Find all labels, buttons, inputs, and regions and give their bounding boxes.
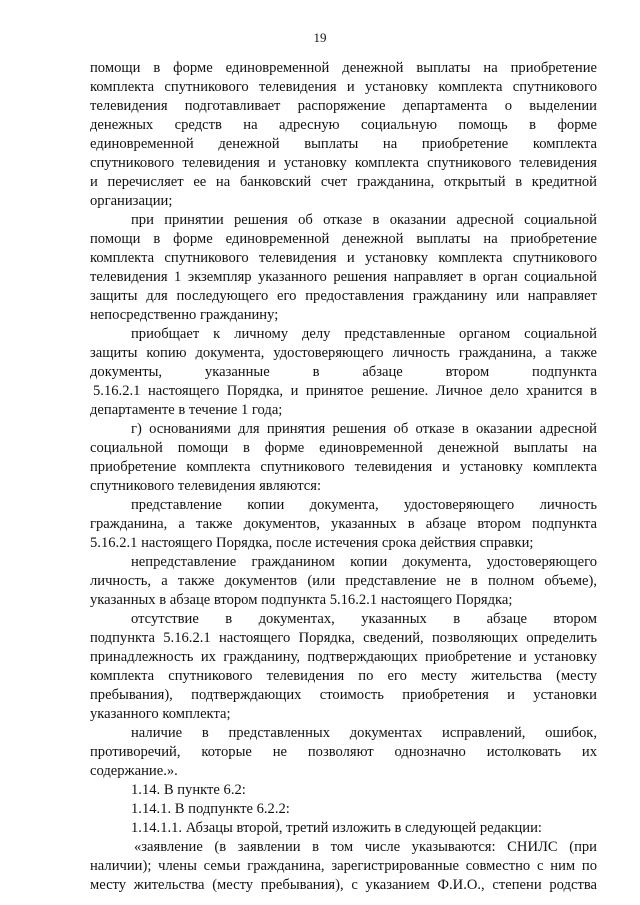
text-line: подпункта 5.16.2.1 настоящего Порядка, сведений, позволяющих определить [90, 630, 597, 646]
text-line: при принятии решения об отказе в оказании адресной социальной [131, 212, 597, 228]
text-line: 5.16.2.1 настоящего Порядка, после истечения срока действия справки; [90, 535, 534, 551]
text-line: единовременной денежной выплаты на приобретение комплекта [90, 136, 597, 152]
text-line: 5.16.2.1 настоящего Порядка, и принятое решение. Личное дело хранится в [93, 383, 597, 399]
text-line: спутникового телевидения и установку комплекта спутникового телевидения [90, 155, 597, 171]
text-line: «заявление (в заявлении в том числе указываются: СНИЛС (при [134, 839, 597, 855]
text-line: месту жительства (месту пребывания), с указанием Ф.И.О., степени родства [90, 877, 597, 893]
text-line: спутникового телевидения являются: [90, 478, 321, 494]
text-line: комплекта спутникового телевидения и установку комплекта спутникового [90, 79, 597, 95]
text-line: пребывания), подтверждающих стоимость приобретения и установки [90, 687, 597, 703]
page-number: 19 [313, 30, 327, 45]
text-line: представление копии документа, удостоверяющего личность [131, 497, 597, 513]
text-line: 1.14.1.1. Абзацы второй, третий изложить в следующей редакции: [131, 820, 542, 836]
text-line: г) основаниями для принятия решения об отказе в оказании адресной [131, 421, 597, 437]
text-line: социальной помощи в форме единовременной денежной выплаты на [90, 440, 597, 456]
text-line: комплекта спутникового телевидения по его месту жительства (месту [90, 668, 597, 684]
text-line: телевидения подготавливает распоряжение департамента о выделении [90, 98, 597, 114]
text-line: 1.14. В пункте 6.2: [131, 782, 246, 798]
text-line: наличие в представленных документах исправлений, ошибок, [131, 725, 597, 741]
document-body [90, 59, 597, 895]
text-line: указанного комплекта; [90, 706, 231, 722]
text-line: защиты копию документа, удостоверяющего личность гражданина, а также [90, 345, 597, 361]
text-line: непосредственно гражданину; [90, 307, 279, 323]
text-line: помощи в форме единовременной денежной выплаты на приобретение [90, 231, 597, 247]
text-line: и перечисляет ее на банковский счет гражданина, открытый в кредитной [90, 174, 597, 190]
text-line: помощи в форме единовременной денежной выплаты на приобретение [90, 60, 597, 76]
text-line: денежных средств на адресную социальную помощь в форме [90, 117, 597, 133]
text-line: отсутствие в документах, указанных в абзаце втором [131, 611, 597, 627]
text-line: личность, а также документов (или представление не в полном объеме), [90, 573, 597, 589]
text-line: 1.14.1. В подпункте 6.2.2: [131, 801, 290, 817]
text-line: приобщает к личному делу представленные органом социальной [131, 326, 597, 342]
text-line: противоречий, которые не позволяют однозначно истолковать их [90, 744, 597, 760]
text-line: указанных в абзаце втором подпункта 5.16.2.1 настоящего Порядка; [90, 592, 513, 608]
text-line: организации; [90, 193, 173, 209]
text-line: телевидения 1 экземпляр указанного решения направляет в орган социальной [90, 269, 597, 285]
text-line: принадлежность их гражданину, подтверждающих приобретение и установку [90, 649, 597, 665]
text-line: документы, указанные в абзаце втором подпункта [90, 364, 597, 380]
text-line: комплекта спутникового телевидения и установку комплекта спутникового [90, 250, 597, 266]
text-line: департаменте в течение 1 года; [90, 402, 283, 418]
text-line: защиты для последующего его предоставления гражданину или направляет [90, 288, 597, 304]
text-line: наличии); члены семьи гражданина, зарегистрированные совместно с ним по [90, 858, 597, 874]
text-line: содержание.». [90, 763, 178, 779]
text-line: гражданина, а также документов, указанных в абзаце втором подпункта [90, 516, 597, 532]
text-line: приобретение комплекта спутникового телевидения и установку комплекта [90, 459, 597, 475]
text-line: непредставление гражданином копии документа, удостоверяющего [131, 554, 597, 570]
